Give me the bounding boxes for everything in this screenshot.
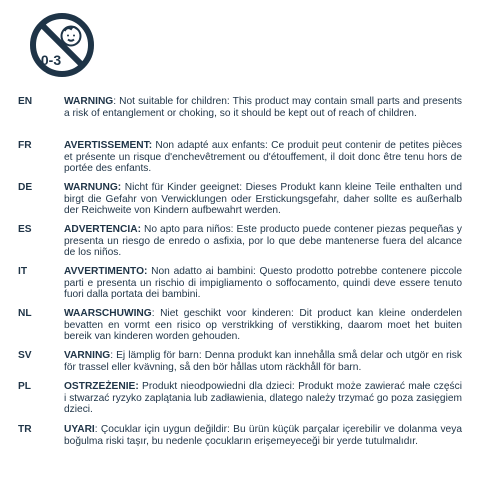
age-label: 0-3 — [40, 52, 62, 68]
warning-title: WARNING — [64, 96, 114, 107]
warning-tr — [18, 424, 462, 447]
warning-text: : Ej lämplig för barn: Denna produkt kan innehålla små delar och utgör en risk för trassel eller kvävning, så den bör hållas utom räckhåll för barn. — [64, 350, 462, 373]
no-children-under-3-icon — [29, 12, 95, 78]
language-code: TR — [18, 424, 32, 435]
warning-text: : Niet geschikt voor kinderen: Dit product kan kleine onderdelen bevatten en vormt een risico op verstrikking of verstikking, daarom moet het buiten bereik van kinderen worden gehouden. — [64, 308, 462, 343]
warning-pl — [18, 381, 462, 416]
age-restriction-badge — [29, 12, 95, 78]
language-code: PL — [18, 381, 32, 392]
warning-text: : Çocuklar için uygun değildir: Bu ürün küçük parçalar içerebilir ve dolanma veya boğulma riski taşır, bu nedenle çocukların erişemeyeceği bir yerde tutulmalıdır. — [64, 424, 462, 447]
language-code: ES — [18, 224, 32, 235]
language-code: NL — [18, 308, 32, 319]
warning-it — [18, 266, 462, 301]
warning-title: AVVERTIMENTO: — [64, 266, 148, 277]
warning-text: Non adatto ai bambini: Questo prodotto potrebbe contenere piccole parti e presenta un rischio di impigliamento o soffocamento, quindi deve essere tenuto fuori dalla portata dei bambini. — [64, 266, 462, 301]
warning-title: ADVERTENCIA: — [64, 224, 141, 235]
child-face-icon — [62, 27, 81, 46]
language-code: IT — [18, 266, 28, 277]
warning-nl — [18, 308, 462, 343]
warning-text: Non adapté aux enfants: Ce produit peut contenir de petites pièces et présente un risque d'enchevêtrement ou d'étouffement, il doit donc être tenu hors de portée des enfants. — [64, 140, 462, 175]
language-code: FR — [18, 140, 32, 151]
warning-title: WAARSCHUWING — [64, 308, 152, 319]
warning-text: Produkt nieodpowiedni dla dzieci: Produkt może zawierać małe części i stwarzać ryzyko zaplątania lub zadławienia, dlatego należy trzymać go poza zasięgiem dzieci. — [64, 381, 462, 416]
warning-text: : Not suitable for children: This product may contain small parts and presents a risk of entanglement or choking, so it should be kept out of reach of children. — [64, 96, 462, 119]
warning-de — [18, 182, 462, 217]
warning-title: AVERTISSEMENT: — [64, 140, 153, 151]
warning-text: No apto para niños: Este producto puede contener piezas pequeñas y presenta un riesgo de enredo o asfixia, por lo que debe mantenerse fuera del alcance de los niños. — [64, 224, 462, 259]
warning-en — [18, 96, 462, 119]
warning-title: VARNING — [64, 350, 111, 361]
language-code: SV — [18, 350, 32, 361]
warning-es — [18, 224, 462, 259]
language-code: DE — [18, 182, 33, 193]
language-code: EN — [18, 96, 33, 107]
warning-text: Nicht für Kinder geeignet: Dieses Produkt kann kleine Teile enthalten und birgt die Gefahr von Verwicklungen oder Erstickungsgefahr, daher sollte es außerhalb der Reichweite von Kindern aufbewahrt werden. — [64, 182, 462, 217]
warning-fr — [18, 140, 462, 175]
warning-title: WARNUNG: — [64, 182, 122, 193]
warning-title: UYARI — [64, 424, 95, 435]
warning-sv — [18, 350, 462, 373]
warning-title: OSTRZEŻENIE: — [64, 381, 139, 392]
